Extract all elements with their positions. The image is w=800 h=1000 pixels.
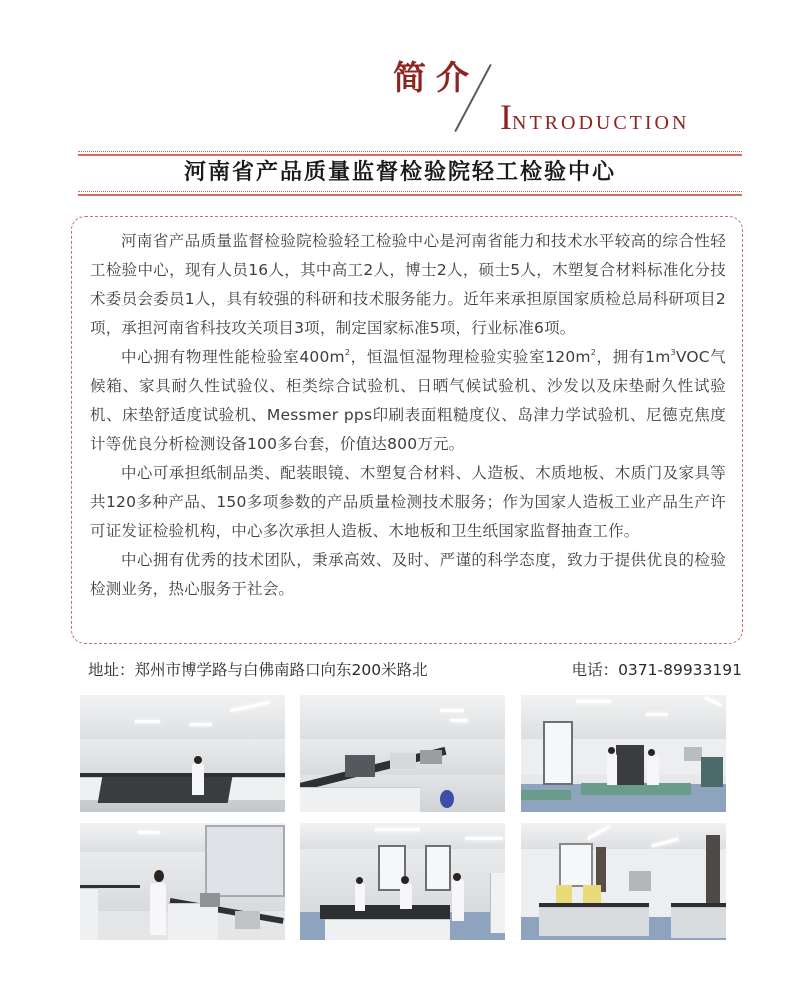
intro-paragraph-3: 中心可承担纸制品类、配装眼镜、木塑复合材料、人造板、木质地板、木质门及家具等共120多种产品、150多项参数的产品质量检测技术服务；作为国家人造板工业产品生产许可证发证检验机构，中心多次承担人造板、木地板和卫生纸国家监督抽查工作。: [90, 464, 726, 540]
superscript-cubed: 3: [670, 348, 676, 357]
superscript-squared: 2: [590, 348, 597, 357]
section-title-cn: 简介: [393, 58, 479, 97]
superscript-squared: 2: [344, 348, 351, 357]
title-rule-top-solid: [78, 154, 742, 156]
lab-photo-5: [300, 823, 505, 940]
phone-text: 电话：0371-89933191: [571, 661, 742, 679]
lab-photo-3: [521, 695, 726, 812]
lab-photo-1: [80, 695, 285, 812]
section-title-en: [500, 97, 690, 142]
title-rule-bottom-solid: [78, 194, 742, 196]
contact-info: [88, 658, 742, 682]
intro-paragraph-1: 河南省产品质量监督检验院检验轻工检验中心是河南省能力和技术水平较高的综合性轻工检验中心，现有人员16人，其中高工2人，博士2人，硕士5人，木塑复合材料标准化分技术委员会委员1人，具有较强的科研和技术服务能力。近年来承担原国家质检总局科研项目2项，承担河南省科技攻关项目3项，制定国家标准5项，行业标准6项。: [90, 232, 726, 337]
organization-title: 河南省产品质量监督检验院轻工检验中心: [183, 160, 616, 185]
intro-paragraph-4: 中心拥有优秀的技术团队，秉承高效、及时、严谨的科学态度，致力于提供优良的检验检测业务，热心服务于社会。: [90, 551, 726, 598]
intro-paragraph-2: [90, 343, 726, 459]
title-rule-top: [78, 151, 742, 156]
title-rule-bottom-dotted: [78, 191, 742, 192]
lab-photo-6: [521, 823, 726, 940]
title-rule-top-dotted: [78, 151, 742, 152]
intro-p2-text-1: 中心拥有物理性能检验室400m: [121, 348, 345, 366]
intro-p2-text-4: VOC气候箱、家具耐久性试验仪、柜类综合试验机、日晒气候试验机、沙发以及床垫耐久性试验机、床垫舒适度试验机、Messmer pps印刷表面粗糙度仪、岛津力学试验机、尼德克焦度计等优良分析检测设备100多台套，价值达800万元。: [90, 348, 727, 453]
lab-photo-2: [300, 695, 505, 812]
lab-photo-4: [80, 823, 285, 940]
section-title-en-initial: I: [500, 97, 512, 137]
section-title-en-rest: NTRODUCTION: [512, 112, 690, 134]
intro-p2-text-2: ，恒温恒湿物理检验实验室120m: [350, 348, 591, 366]
address-text: 地址：郑州市博学路与白佛南路口向东200米路北: [88, 661, 428, 679]
introduction-box: [71, 216, 743, 644]
title-rule-bottom: [78, 191, 742, 196]
intro-p2-text-3: ，拥有1m: [596, 348, 671, 366]
